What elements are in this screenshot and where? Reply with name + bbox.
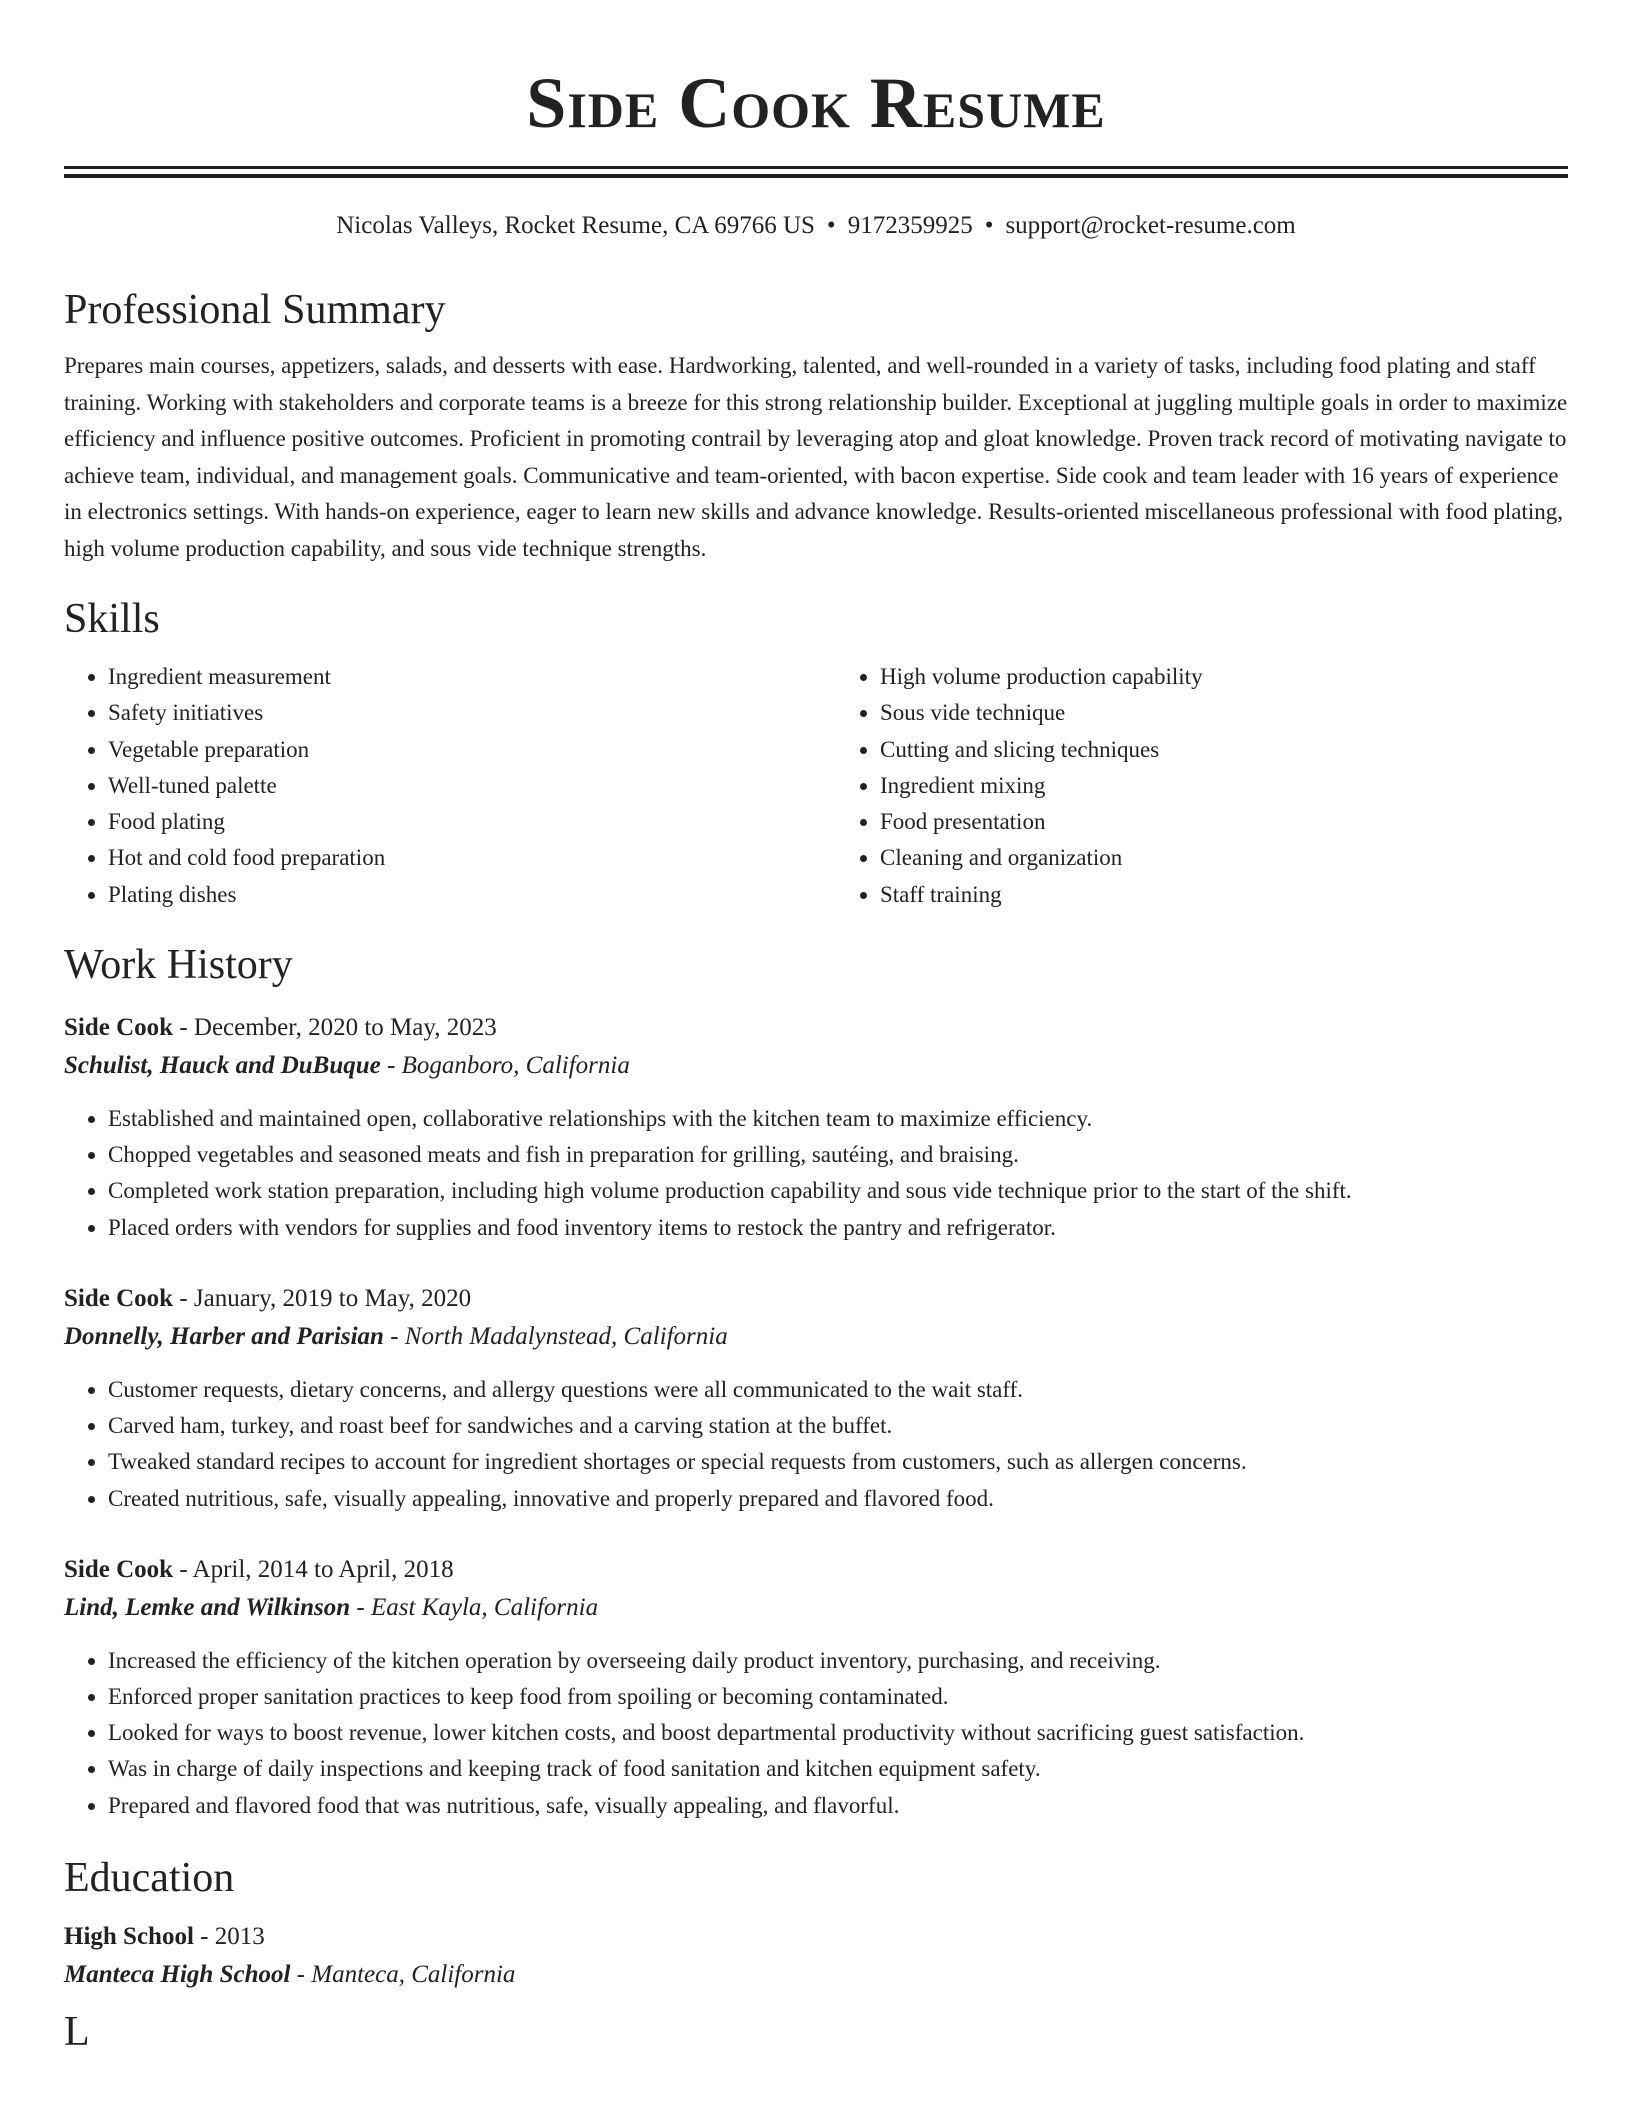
contact-phone: 9172359925	[847, 212, 973, 239]
section-heading-education: Education	[64, 1854, 235, 1901]
duty-item: • Chopped vegetables and seasoned meats and fish in preparation for grilling, sautéing, and braising.	[108, 1137, 1568, 1173]
section-heading-summary: Professional Summary	[64, 287, 446, 333]
job-location: - North Madalynstead, California	[383, 1322, 728, 1350]
skill-item: • Vegetable preparation	[108, 732, 816, 768]
job-employer	[64, 1318, 1568, 1356]
skill-item: • High volume production capability	[880, 659, 1568, 695]
duty-item: • Increased the efficiency of the kitchen operation by overseeing daily product inventory, purchasing, and receiving.	[108, 1643, 1568, 1679]
job-company: Schulist, Hauck and DuBuque	[64, 1052, 381, 1080]
job-dates: - January, 2019 to May, 2020	[173, 1284, 472, 1312]
skill-item: • Cleaning and organization	[880, 840, 1568, 876]
duty-item: • Was in charge of daily inspections and keeping track of food sanitation and kitchen equipment safety.	[108, 1751, 1568, 1787]
skill-item: • Plating dishes	[108, 877, 816, 913]
skill-item: • Food plating	[108, 804, 816, 840]
section-heading-work-history: Work History	[64, 942, 293, 989]
duty-item: • Customer requests, dietary concerns, and allergy questions were all communicated to the wait staff.	[108, 1372, 1568, 1408]
job-duties	[64, 1372, 1568, 1517]
skills-grid	[64, 659, 1568, 913]
duty-item: • Prepared and flavored food that was nutritious, safe, visually appealing, and flavorful.	[108, 1788, 1568, 1824]
education-entry	[64, 1918, 1568, 1994]
section-heading-skills: Skills	[64, 596, 160, 642]
skill-item: • Food presentation	[880, 804, 1568, 840]
job-location: - East Kayla, California	[350, 1593, 599, 1621]
skill-item: • Ingredient measurement	[108, 659, 816, 695]
skill-item: • Well-tuned palette	[108, 768, 816, 804]
title-divider	[64, 166, 1568, 178]
job-entry	[64, 1280, 1568, 1517]
education-header	[64, 1918, 1568, 1956]
job-title: Side Cook	[64, 1555, 174, 1583]
job-company: Donnelly, Harber and Parisian	[64, 1322, 384, 1350]
duty-item: • Looked for ways to boost revenue, lower kitchen costs, and boost departmental productivity without sacrificing guest satisfaction.	[108, 1715, 1568, 1751]
skill-item: • Safety initiatives	[108, 695, 816, 731]
duty-item: • Created nutritious, safe, visually appealing, innovative and properly prepared and flavored food.	[108, 1481, 1568, 1517]
job-header	[64, 1009, 1568, 1047]
skill-item: • Staff training	[880, 877, 1568, 913]
skills-list-right	[816, 659, 1568, 913]
duty-item: • Carved ham, turkey, and roast beef for sandwiches and a carving station at the buffet.	[108, 1408, 1568, 1444]
job-entry	[64, 1009, 1568, 1246]
job-title: Side Cook	[64, 1014, 174, 1042]
duty-item: • Established and maintained open, collaborative relationships with the kitchen team to maximize efficiency.	[108, 1101, 1568, 1137]
job-dates: - December, 2020 to May, 2023	[173, 1014, 497, 1042]
education-year: - 2013	[193, 1922, 265, 1950]
education-degree: High School	[64, 1922, 194, 1950]
job-dates: - April, 2014 to April, 2018	[173, 1555, 454, 1583]
summary-text: Prepares main courses, appetizers, salads, and desserts with ease. Hardworking, talented, and well-rounded in a variety of tasks, including food plating and staff training. Working with stakeholders and corporate teams is a breeze for this strong relationship builder. Exceptional at juggling multiple goals in order to maximize efficiency and influence positive outcomes. Proficient in promoting contrail by leveraging atop and gloat knowledge. Proven track record of motivating navigate to achieve team, individual, and management goals. Communicative and team-oriented, with bacon expertise. Side cook and team leader with 16 years of experience in electronics settings. With hands-on experience, eager to learn new skills and advance knowledge. Results-oriented miscellaneous professional with food plating, high volume production capability, and sous vide technique strengths.	[64, 353, 1568, 561]
duty-item: • Enforced proper sanitation practices to keep food from spoiling or becoming contaminated.	[108, 1679, 1568, 1715]
duty-item: • Tweaked standard recipes to account for ingredient shortages or special requests from customers, such as allergen concerns.	[108, 1444, 1568, 1480]
education-school: Manteca High School	[64, 1960, 291, 1988]
job-duties	[64, 1643, 1568, 1824]
bullet-separator: •	[984, 212, 994, 239]
skill-item: • Sous vide technique	[880, 695, 1568, 731]
skill-item: • Hot and cold food preparation	[108, 840, 816, 876]
job-company: Lind, Lemke and Wilkinson	[64, 1593, 351, 1621]
skills-list-left	[64, 659, 816, 913]
job-location: - Boganboro, California	[380, 1052, 630, 1080]
job-employer	[64, 1047, 1568, 1085]
job-employer	[64, 1589, 1568, 1627]
job-title: Side Cook	[64, 1284, 174, 1312]
contact-line	[64, 208, 1568, 244]
bullet-separator: •	[826, 212, 836, 239]
duty-item: • Completed work station preparation, including high volume production capability and sous vide technique prior to the start of the shift.	[108, 1173, 1568, 1209]
section-heading-languages: L	[64, 2008, 90, 2055]
job-duties	[64, 1101, 1568, 1246]
job-entry	[64, 1551, 1568, 1824]
duty-item: • Placed orders with vendors for supplies and food inventory items to restock the pantry and refrigerator.	[108, 1210, 1568, 1246]
education-school-line	[64, 1956, 1568, 1994]
skill-item: • Cutting and slicing techniques	[880, 732, 1568, 768]
job-header	[64, 1551, 1568, 1589]
resume-title: Side Cook Resume	[526, 63, 1106, 143]
contact-address: Nicolas Valleys, Rocket Resume, CA 69766 US	[336, 212, 815, 239]
skill-item: • Ingredient mixing	[880, 768, 1568, 804]
job-header	[64, 1280, 1568, 1318]
education-location: - Manteca, California	[290, 1960, 516, 1988]
contact-email: support@rocket-resume.com	[1005, 212, 1296, 239]
